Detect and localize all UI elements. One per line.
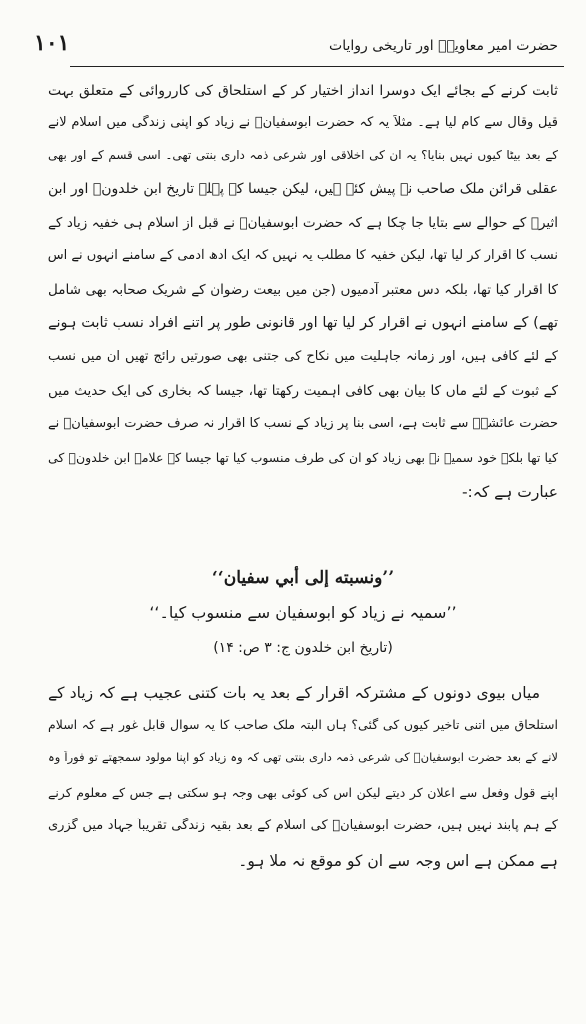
text-line: حضرت عائشہؓ سے ثابت ہے، اسی بنا پر زیاد کے نسب کا اقرار نہ صرف حضرت ابوسفیانؓ نے bbox=[48, 416, 558, 431]
text-line: کے ثبوت کے لئے ماں کا بیان بھی کافی اہمیت رکھتا تھا، جیسا کہ بخاری کی ایک حدیث میں bbox=[48, 383, 558, 399]
text-line: میاں بیوی دونوں کے مشترکہ اقرار کے بعد یہ بات کتنی عجیب ہے کہ زیاد کے bbox=[48, 684, 540, 702]
text-line: قیل وقال سے کام لیا ہے۔ مثلاً یہ کہ حضرت ابوسفیانؓ نے زیاد کو اپنی زندگی میں اسلام لانے bbox=[48, 115, 558, 130]
text-line: لانے کے بعد حضرت ابوسفیانؓ کی شرعی ذمہ داری بنتی تھی کہ وہ زیاد کو اپنا مولود سمجھتے تو فوراً وہ bbox=[48, 751, 558, 764]
text-line: کے بعد بیٹا کیوں نہیں بنایا؟ یہ ان کی اخلاقی اور شرعی ذمہ داری بنتی تھی۔ اسی قسم کے اور بھی bbox=[48, 148, 558, 162]
text-line: عبارت ہے کہ:- bbox=[461, 483, 558, 501]
citation: (تاریخ ابن خلدون ج: ۳ ص: ۱۴) bbox=[213, 640, 393, 656]
text-line: استلحاق میں اتنی تاخیر کیوں کی گئی؟ ہاں البتہ ملک صاحب کا یہ سوال قابل غور ہے کہ اسلام bbox=[48, 717, 558, 732]
text-line: ثابت کرنے کے بجائے ایک دوسرا انداز اختیار کر کے استلحاق کی کارروائی کے متعلق بہت bbox=[48, 83, 558, 99]
page-number: ١٠١ bbox=[34, 30, 70, 56]
page-header bbox=[70, 30, 564, 67]
text-line: کے ہم پابند نہیں ہیں، حضرت ابوسفیانؓ کی اسلام کے بعد بقیہ زندگی تقریباً جہاد میں گزری bbox=[48, 818, 558, 833]
text-line: کا اقرار کیا تھا، بلکہ دس معتبر آدمیوں (جن میں بیعت رضوان کے شریک صحابہ بھی شامل bbox=[48, 282, 558, 298]
text-line: اپنے قول وفعل سے اعلان کر دیتے لیکن اس کی کوئی بھی وجہ ہو سکتی ہے جس کے معلوم کرنے bbox=[48, 785, 558, 800]
text-line: کیا تھا بلکہ خود سمیہ نے بھی زیاد کو ان کی طرف منسوب کیا تھا جیسا کہ علامہ ابن خلدونؒ کی bbox=[48, 450, 558, 465]
text-line: نسب کا اقرار کر لیا تھا، لیکن خفیہ کا مطلب یہ نہیں کہ ایک آدھ آدمی کے سامنے انہوں نے اس bbox=[48, 248, 558, 263]
text-line: اثیرؒ کے حوالے سے بتایا جا چکا ہے کہ حضرت ابوسفیانؓ نے قبل از اسلام ہی خفیہ زیاد کے bbox=[48, 215, 558, 231]
urdu-translation: ’’سمیہ نے زیاد کو ابوسفیان سے منسوب کیا۔‘‘ bbox=[149, 603, 457, 622]
text-line: کے لئے کافی ہیں، اور زمانہ جاہلیت میں نکاح کی جتنی بھی صورتیں رائج تھیں ان میں نسب bbox=[48, 349, 558, 364]
text-line: تھے) کے سامنے انہوں نے اقرار کر لیا تھا اور قانونی طور پر اتنے افراد نسب ثابت ہونے bbox=[48, 315, 558, 331]
text-line: عقلی قرائن ملک صاحب نے پیش کئے ہیں، لیکن جیسا کہ پہلے تاریخ ابن خلدونؒ اور ابن bbox=[48, 181, 558, 197]
running-title: حضرت امیر معاویہؓ اور تاریخی روایات bbox=[329, 38, 558, 54]
arabic-quote: ’’ونسبته إلى أبي سفيان‘‘ bbox=[211, 568, 395, 588]
text-line: ہے ممکن ہے اس وجہ سے ان کو موقع نہ ملا ہو۔ bbox=[238, 852, 558, 870]
